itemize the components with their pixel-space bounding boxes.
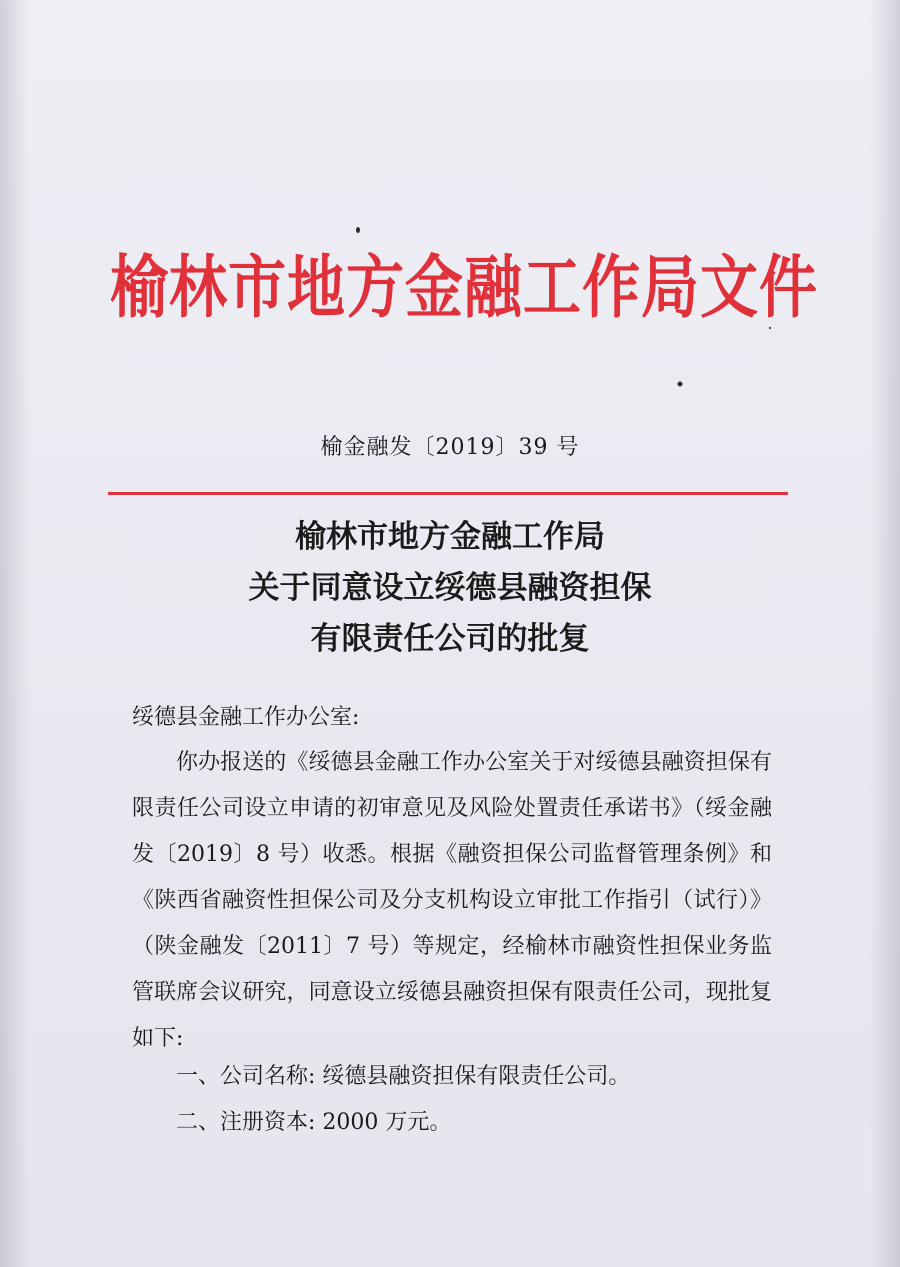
red-divider-line <box>108 492 788 495</box>
clause-registered-capital: 二、注册资本: 2000 万元。 <box>176 1110 452 1135</box>
document-number: 榆金融发〔2019〕39 号 <box>320 435 580 460</box>
document-title <box>0 512 900 665</box>
issuer-header: 榆林市地方金融工作局文件 <box>110 247 819 328</box>
body-text <box>132 740 772 1062</box>
addressee: 绥德县金融工作办公室: <box>132 705 360 730</box>
title-line: 榆林市地方金融工作局 <box>295 519 605 555</box>
body-paragraph: 你办报送的《绥德县金融工作办公室关于对绥德县融资担保有限责任公司设立申请的初审意见及风险处置责任承诺书》（绥金融发〔2019〕8 号）收悉。根据《融资担保公司监督管理条例》和《陕西省融资性担保公司及分支机构设立审批工作指引（试行）》（陕金融发〔2011〕7 号）等规定，经榆林市融资性担保业务监管联席会议研究，同意设立绥德县融资担保有限责任公司，现批复如下: <box>132 750 772 1051</box>
title-line: 有限责任公司的批复 <box>310 621 590 657</box>
clause-company-name: 一、公司名称: 绥德县融资担保有限责任公司。 <box>176 1064 631 1089</box>
title-line: 关于同意设立绥德县融资担保 <box>248 570 652 606</box>
